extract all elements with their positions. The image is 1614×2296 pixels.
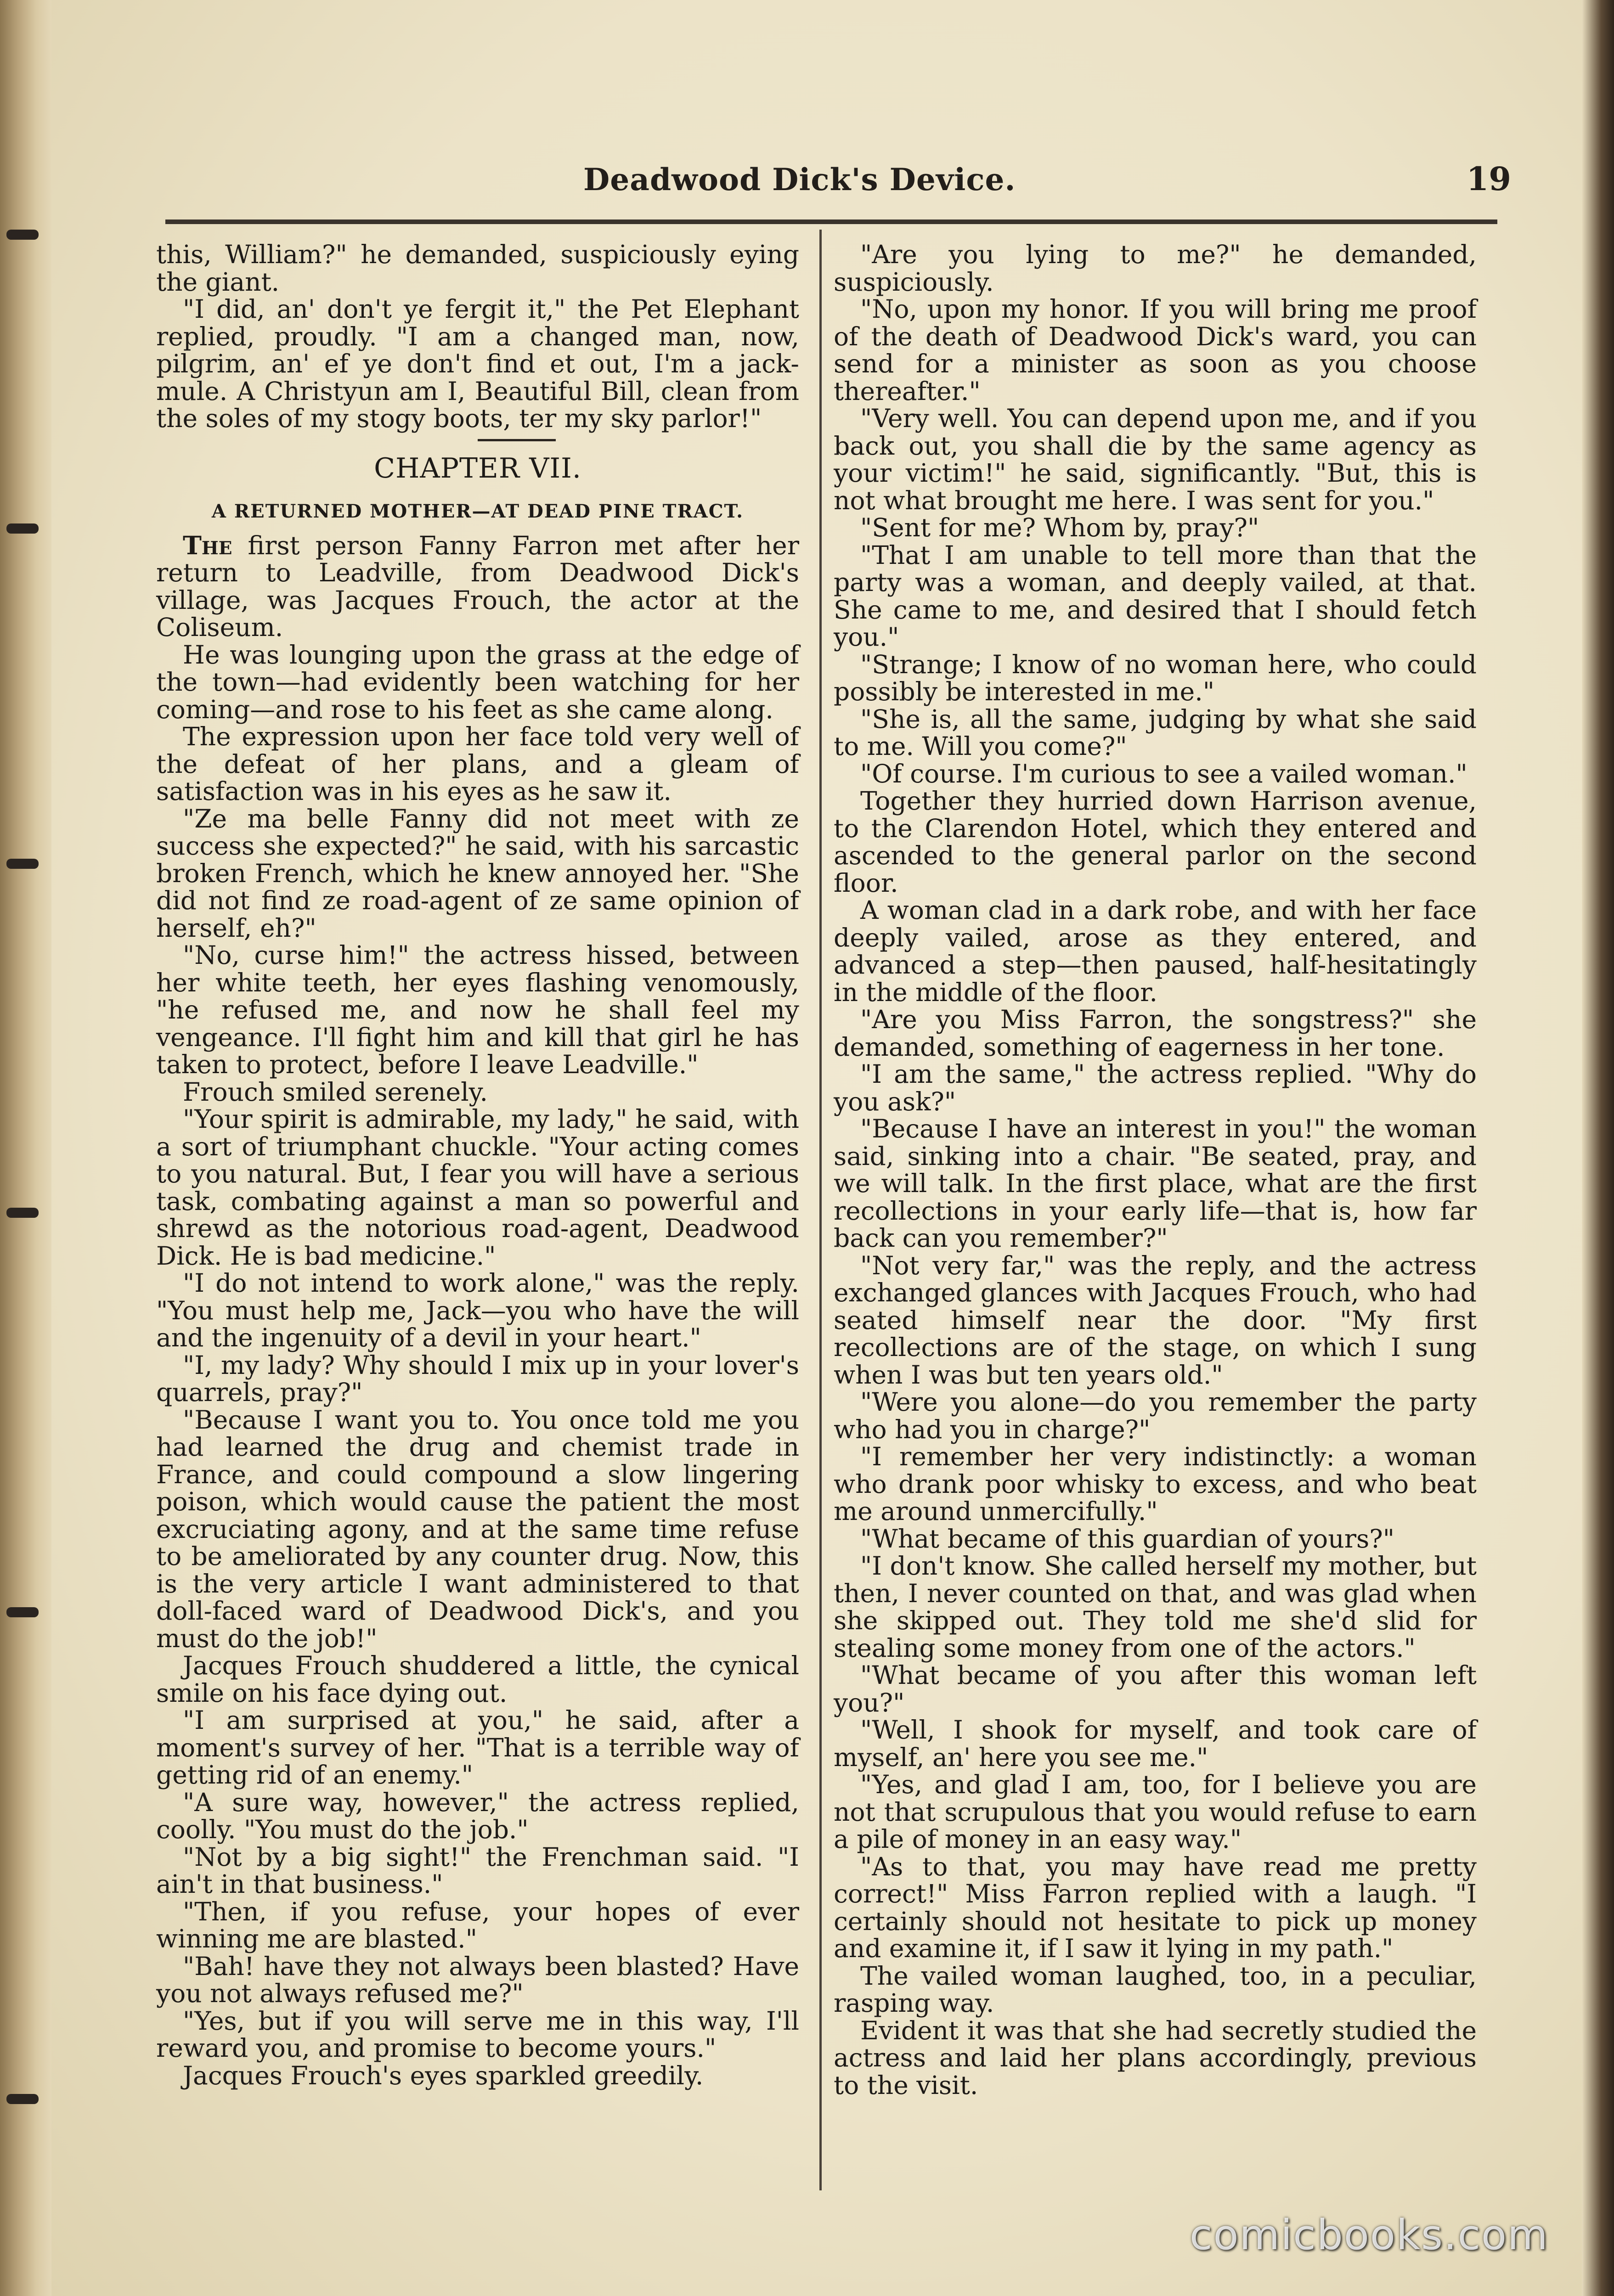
paragraph-text: first person Fanny Farron met after her return to Leadville, from Deadwood Dick's village, was Jacques Frouch, the actor at the Coliseum.: [156, 530, 799, 642]
paragraph: "As to that, you may have read me pretty correct!" Miss Farron replied with a laugh. "I certainly should not hesitate to pick up money and examine it, if I saw it lying in my path.": [834, 1851, 1477, 1963]
header-rule: [165, 219, 1497, 224]
running-title: Deadwood Dick's Device.: [583, 162, 1016, 197]
paragraph: "What became of you after this woman left you?": [834, 1660, 1477, 1717]
paragraph: "I am surprised at you," he said, after a moment's survey of her. "That is a terrible way of getting rid of an enemy.": [156, 1705, 799, 1790]
paragraph: "Ze ma belle Fanny did not meet with ze success she expected?" he said, with his sarcastic broken French, which he knew annoyed her. "She did not find ze road-agent of ze same opinion of herself, eh?": [156, 804, 799, 943]
binding-stitch: [6, 859, 39, 869]
paragraph: "No, upon my honor. If you will bring me proof of the death of Deadwood Dick's ward, you can send for a minister as soon as you choose thereafter.": [834, 294, 1477, 406]
paragraph: "I did, an' don't ye fergit it," the Pet Elephant replied, proudly. "I am a changed man, now, pilgrim, an' ef ye don't find et out, I'm a jack-mule. A Christyun am I, Beautiful Bill, clean from the soles of my stogy boots, ter my sky parlor!": [156, 294, 799, 433]
watermark: comicbooks.com: [1190, 2211, 1549, 2259]
paragraph: "Your spirit is admirable, my lady," he said, with a sort of triumphant chuckle. "Your acting comes to you natural. But, I fear you will have a serious task, combating against a man so powerful and shrewd as the notorious road-agent, Deadwood Dick. He is bad medicine.": [156, 1104, 799, 1271]
binding-stitch: [6, 1208, 39, 1218]
paragraph: "Are you Miss Farron, the songstress?" she demanded, something of eagerness in her tone.: [834, 1005, 1477, 1062]
paragraph: "No, curse him!" the actress hissed, between her white teeth, her eyes flashing venomously, "he refused me, and now he shall feel my vengeance. I'll fight him and kill that girl he has taken to protect, before I leave Leadville.": [156, 940, 799, 1079]
paragraph: "Well, I shook for myself, and took care of myself, an' here you see me.": [834, 1715, 1477, 1772]
paragraph: Jacques Frouch shuddered a little, the cynical smile on his face dying out.: [156, 1651, 799, 1708]
paragraph: "Strange; I know of no woman here, who could possibly be interested in me.": [834, 649, 1477, 706]
paragraph: "I, my lady? Why should I mix up in your lover's quarrels, pray?": [156, 1350, 799, 1407]
paragraph: Evident it was that she had secretly studied the actress and laid her plans accordingly, previous to the visit.: [834, 2015, 1477, 2100]
paragraph: "Bah! have they not always been blasted? Have you not always refused me?": [156, 1951, 799, 2008]
paragraph: The expression upon her face told very well of the defeat of her plans, and a gleam of satisfaction was in his eyes as he saw it.: [156, 722, 799, 806]
paragraph: "Of course. I'm curious to see a vailed woman.": [860, 759, 1467, 788]
page-number: 19: [1466, 160, 1511, 198]
paragraph: "I am the same," the actress replied. "Why do you ask?": [834, 1059, 1477, 1116]
paragraph: "Very well. You can depend upon me, and if you back out, you shall die by the same agency as your victim!" he said, significantly. "But, this is not what brought me here. I was sent for you.": [834, 404, 1477, 515]
paragraph: "That I am unable to tell more than that the party was a woman, and deeply vailed, at that. She came to me, and desired that I should fetch you.": [834, 540, 1477, 652]
column-divider: [819, 230, 822, 2190]
paragraph: "She is, all the same, judging by what she said to me. Will you come?": [834, 704, 1477, 761]
section-rule: [478, 439, 556, 441]
paragraph: "I do not intend to work alone," was the reply. "You must help me, Jack—you who have the will and the ingenuity of a devil in your heart.": [156, 1268, 799, 1352]
paragraph: "Because I want you to. You once told me you had learned the drug and chemist trade in France, and could compound a slow lingering poison, which would cause the patient the most excruciating agony, and at the same time refuse to be ameliorated by any counter drug. Now, this is the very article I want administered to that doll-faced ward of Deadwood Dick's, and you must do the job!": [156, 1405, 799, 1653]
paragraph: "Are you lying to me?" he demanded, suspiciously.: [834, 240, 1477, 297]
paragraph: "Then, if you refuse, your hopes of ever winning me are blasted.": [156, 1896, 799, 1953]
left-column: [156, 241, 799, 2089]
binding-stitch: [6, 523, 39, 534]
paragraph: Frouch smiled serenely.: [183, 1077, 488, 1107]
paragraph: Jacques Frouch's eyes sparkled greedily.: [183, 2060, 704, 2090]
binding-stitch: [6, 2094, 39, 2104]
paragraph: The vailed woman laughed, too, in a peculiar, rasping way.: [834, 1961, 1477, 2018]
binding-stitch: [6, 1607, 39, 1617]
paragraph: [156, 532, 799, 642]
binding-stitch: [6, 230, 39, 240]
page-header: [156, 156, 1525, 211]
paragraph: "Yes, but if you will serve me in this way, I'll reward you, and promise to become yours.": [156, 2006, 799, 2063]
paragraph: this, William?" he demanded, suspiciously eying the giant.: [156, 240, 799, 297]
paragraph: He was lounging upon the grass at the edge of the town—had evidently been watching for her coming—and rose to his feet as she came along.: [156, 640, 799, 724]
paragraph: "A sure way, however," the actress replied, coolly. "You must do the job.": [156, 1787, 799, 1844]
paragraph: "Not by a big sight!" the Frenchman said. "I ain't in that business.": [156, 1842, 799, 1899]
paragraph: Together they hurried down Harrison avenue, to the Clarendon Hotel, which they entered and ascended to the general parlor on the second floor.: [834, 786, 1477, 898]
first-word: The: [183, 530, 232, 560]
paragraph: "What became of this guardian of yours?": [860, 1524, 1395, 1553]
paragraph: "Sent for me? Whom by, pray?": [860, 513, 1259, 542]
book-binding: [0, 0, 51, 2296]
page-edge-shadow: [1582, 0, 1614, 2296]
paragraph: "Because I have an interest in you!" the woman said, sinking into a chair. "Be seated, pray, and we will talk. In the first place, what are the first recollections in your early life—that is, how far back can you remember?": [834, 1114, 1477, 1253]
paragraph: A woman clad in a dark robe, and with her face deeply vailed, arose as they entered, and advanced a step—then paused, half-hesitatingly in the middle of the floor.: [834, 895, 1477, 1007]
paragraph: "I remember her very indistinctly: a woman who drank poor whisky to excess, and who beat me around unmercifully.": [834, 1442, 1477, 1526]
chapter-title: CHAPTER VII.: [374, 452, 581, 484]
chapter-subtitle: A RETURNED MOTHER—AT DEAD PINE TRACT.: [211, 501, 744, 522]
paragraph: "Not very far," was the reply, and the actress exchanged glances with Jacques Frouch, who had seated himself near the door. "My first recollections are of the stage, on which I sung when I was but ten years old.": [834, 1250, 1477, 1390]
right-column: [834, 241, 1477, 2099]
paragraph: "Yes, and glad I am, too, for I believe you are not that scrupulous that you would refuse to earn a pile of money in an easy way.": [834, 1770, 1477, 1854]
paragraph: "Were you alone—do you remember the party who had you in charge?": [834, 1387, 1477, 1444]
paragraph: "I don't know. She called herself my mother, but then, I never counted on that, and was glad when she skipped out. They told me she'd slid for stealing some money from one of the actors.": [834, 1551, 1477, 1663]
